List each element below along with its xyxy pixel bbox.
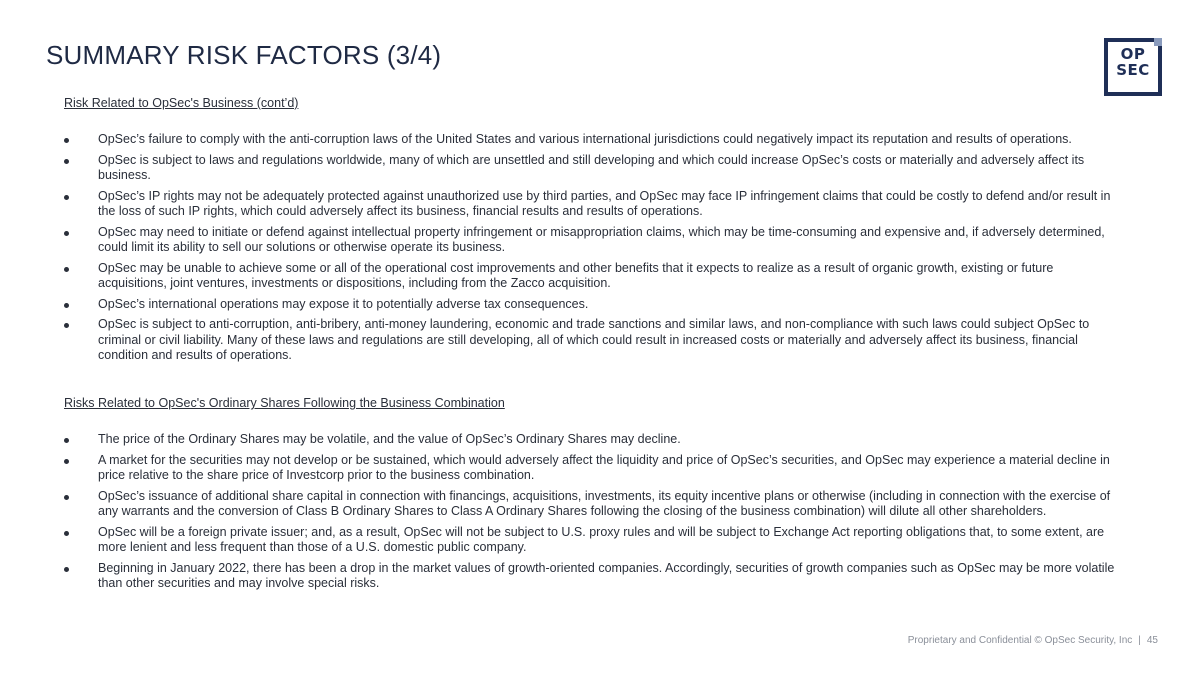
section-share-risks: [64, 396, 1124, 597]
logo-corner-accent: [1154, 38, 1162, 46]
footer-separator: |: [1138, 635, 1141, 646]
bullet-dot: [64, 195, 69, 200]
page-number: 45: [1146, 635, 1158, 646]
logo-text: [1108, 46, 1158, 78]
list-item: [64, 261, 1124, 292]
list-item: [64, 561, 1124, 592]
bullet-text: The price of the Ordinary Shares may be volatile, and the value of OpSec’s Ordinary Shares may decline.: [98, 432, 681, 446]
bullet-text: OpSec’s IP rights may not be adequately protected against unauthorized use by third parties, and OpSec may face IP infringement claims that could be costly to defend and/or result in the loss of such IP rights, which could adversely affect its business, financial results and results of operations.: [98, 188, 1111, 218]
bullet-dot: [64, 323, 69, 328]
business-risk-list: [64, 132, 1124, 364]
bullet-text: OpSec’s failure to comply with the anti-corruption laws of the United States and various international jurisdictions could negatively impact its reputation and results of operations.: [98, 132, 1072, 146]
bullet-dot: [64, 459, 69, 464]
list-item: [64, 189, 1124, 220]
list-item: [64, 453, 1124, 484]
list-item: [64, 153, 1124, 184]
list-item: [64, 132, 1124, 148]
section-business-risks: [64, 96, 1124, 369]
bullet-dot: [64, 138, 69, 143]
bullet-dot: [64, 438, 69, 443]
list-item: [64, 525, 1124, 556]
bullet-text: OpSec will be a foreign private issuer; and, as a result, OpSec will not be subject to U.S. proxy rules and will be subject to Exchange Act reporting obligations that, to some extent, are more lenient and less frequent than those of a U.S. domestic public company.: [98, 524, 1105, 554]
list-item: [64, 225, 1124, 256]
bullet-text: OpSec’s international operations may expose it to potentially adverse tax consequences.: [98, 296, 589, 311]
section-heading-shares: Risks Related to OpSec's Ordinary Shares Following the Business Combination: [64, 396, 505, 410]
opsec-logo: [1104, 38, 1162, 96]
bullet-text: OpSec may need to initiate or defend against intellectual property infringement or misappropriation claims, which may be time-consuming and expensive and, if adversely determined, could limit its ability to sell our solutions or otherwise operate its business.: [98, 224, 1105, 254]
bullet-text: OpSec may be unable to achieve some or all of the operational cost improvements and other benefits that it expects to realize as a result of organic growth, existing or future acquisitions, joint ventures, investments or dispositions, including from the Zacco acquisition.: [98, 260, 1054, 290]
bullet-text: OpSec is subject to laws and regulations worldwide, many of which are unsettled and still developing and which could increase OpSec’s costs or materially and adversely affect its business.: [98, 152, 1085, 182]
bullet-dot: [64, 303, 69, 308]
list-item: [64, 489, 1124, 520]
share-risk-list: [64, 432, 1124, 592]
list-item: [64, 432, 1124, 448]
bullet-text: Beginning in January 2022, there has been a drop in the market values of growth-oriented companies. Accordingly, securities of growth companies such as OpSec may be more volatile than other securities and may involve special risks.: [98, 560, 1115, 590]
page-title: SUMMARY RISK FACTORS (3/4): [46, 40, 442, 70]
bullet-dot: [64, 531, 69, 536]
bullet-text: A market for the securities may not develop or be sustained, which would adversely affect the liquidity and price of OpSec’s securities, and OpSec may experience a material decline in price relative to the share price of Investcorp prior to the business combination.: [98, 452, 1110, 482]
list-item: [64, 297, 1124, 313]
section-heading-business: Risk Related to OpSec's Business (cont’d): [64, 96, 299, 110]
logo-line-2: SEC: [1116, 61, 1150, 79]
bullet-dot: [64, 495, 69, 500]
footer-confidential-text: Proprietary and Confidential © OpSec Security, Inc: [907, 635, 1133, 646]
bullet-dot: [64, 231, 69, 236]
bullet-text: OpSec’s issuance of additional share capital in connection with financings, acquisitions, investments, its equity incentive plans or otherwise (including in connection with the exercise of any warrants and the conversion of Class B Ordinary Shares to Class A Ordinary Shares following the closing of the business combination) will dilute all other shareholders.: [98, 488, 1111, 518]
bullet-dot: [64, 267, 69, 272]
bullet-dot: [64, 567, 69, 572]
bullet-dot: [64, 159, 69, 164]
footer: [908, 635, 1158, 646]
list-item: [64, 317, 1124, 364]
logo-line-1: OP: [1120, 45, 1146, 63]
bullet-text: OpSec is subject to anti-corruption, anti-bribery, anti-money laundering, economic and trade sanctions and similar laws, and non-compliance with such laws could subject OpSec to criminal or civil liability. Many of these laws and regulations are still developing, all of which could result in increased costs or materially and adversely affect its business, financial condition and results of operations.: [98, 317, 1090, 362]
